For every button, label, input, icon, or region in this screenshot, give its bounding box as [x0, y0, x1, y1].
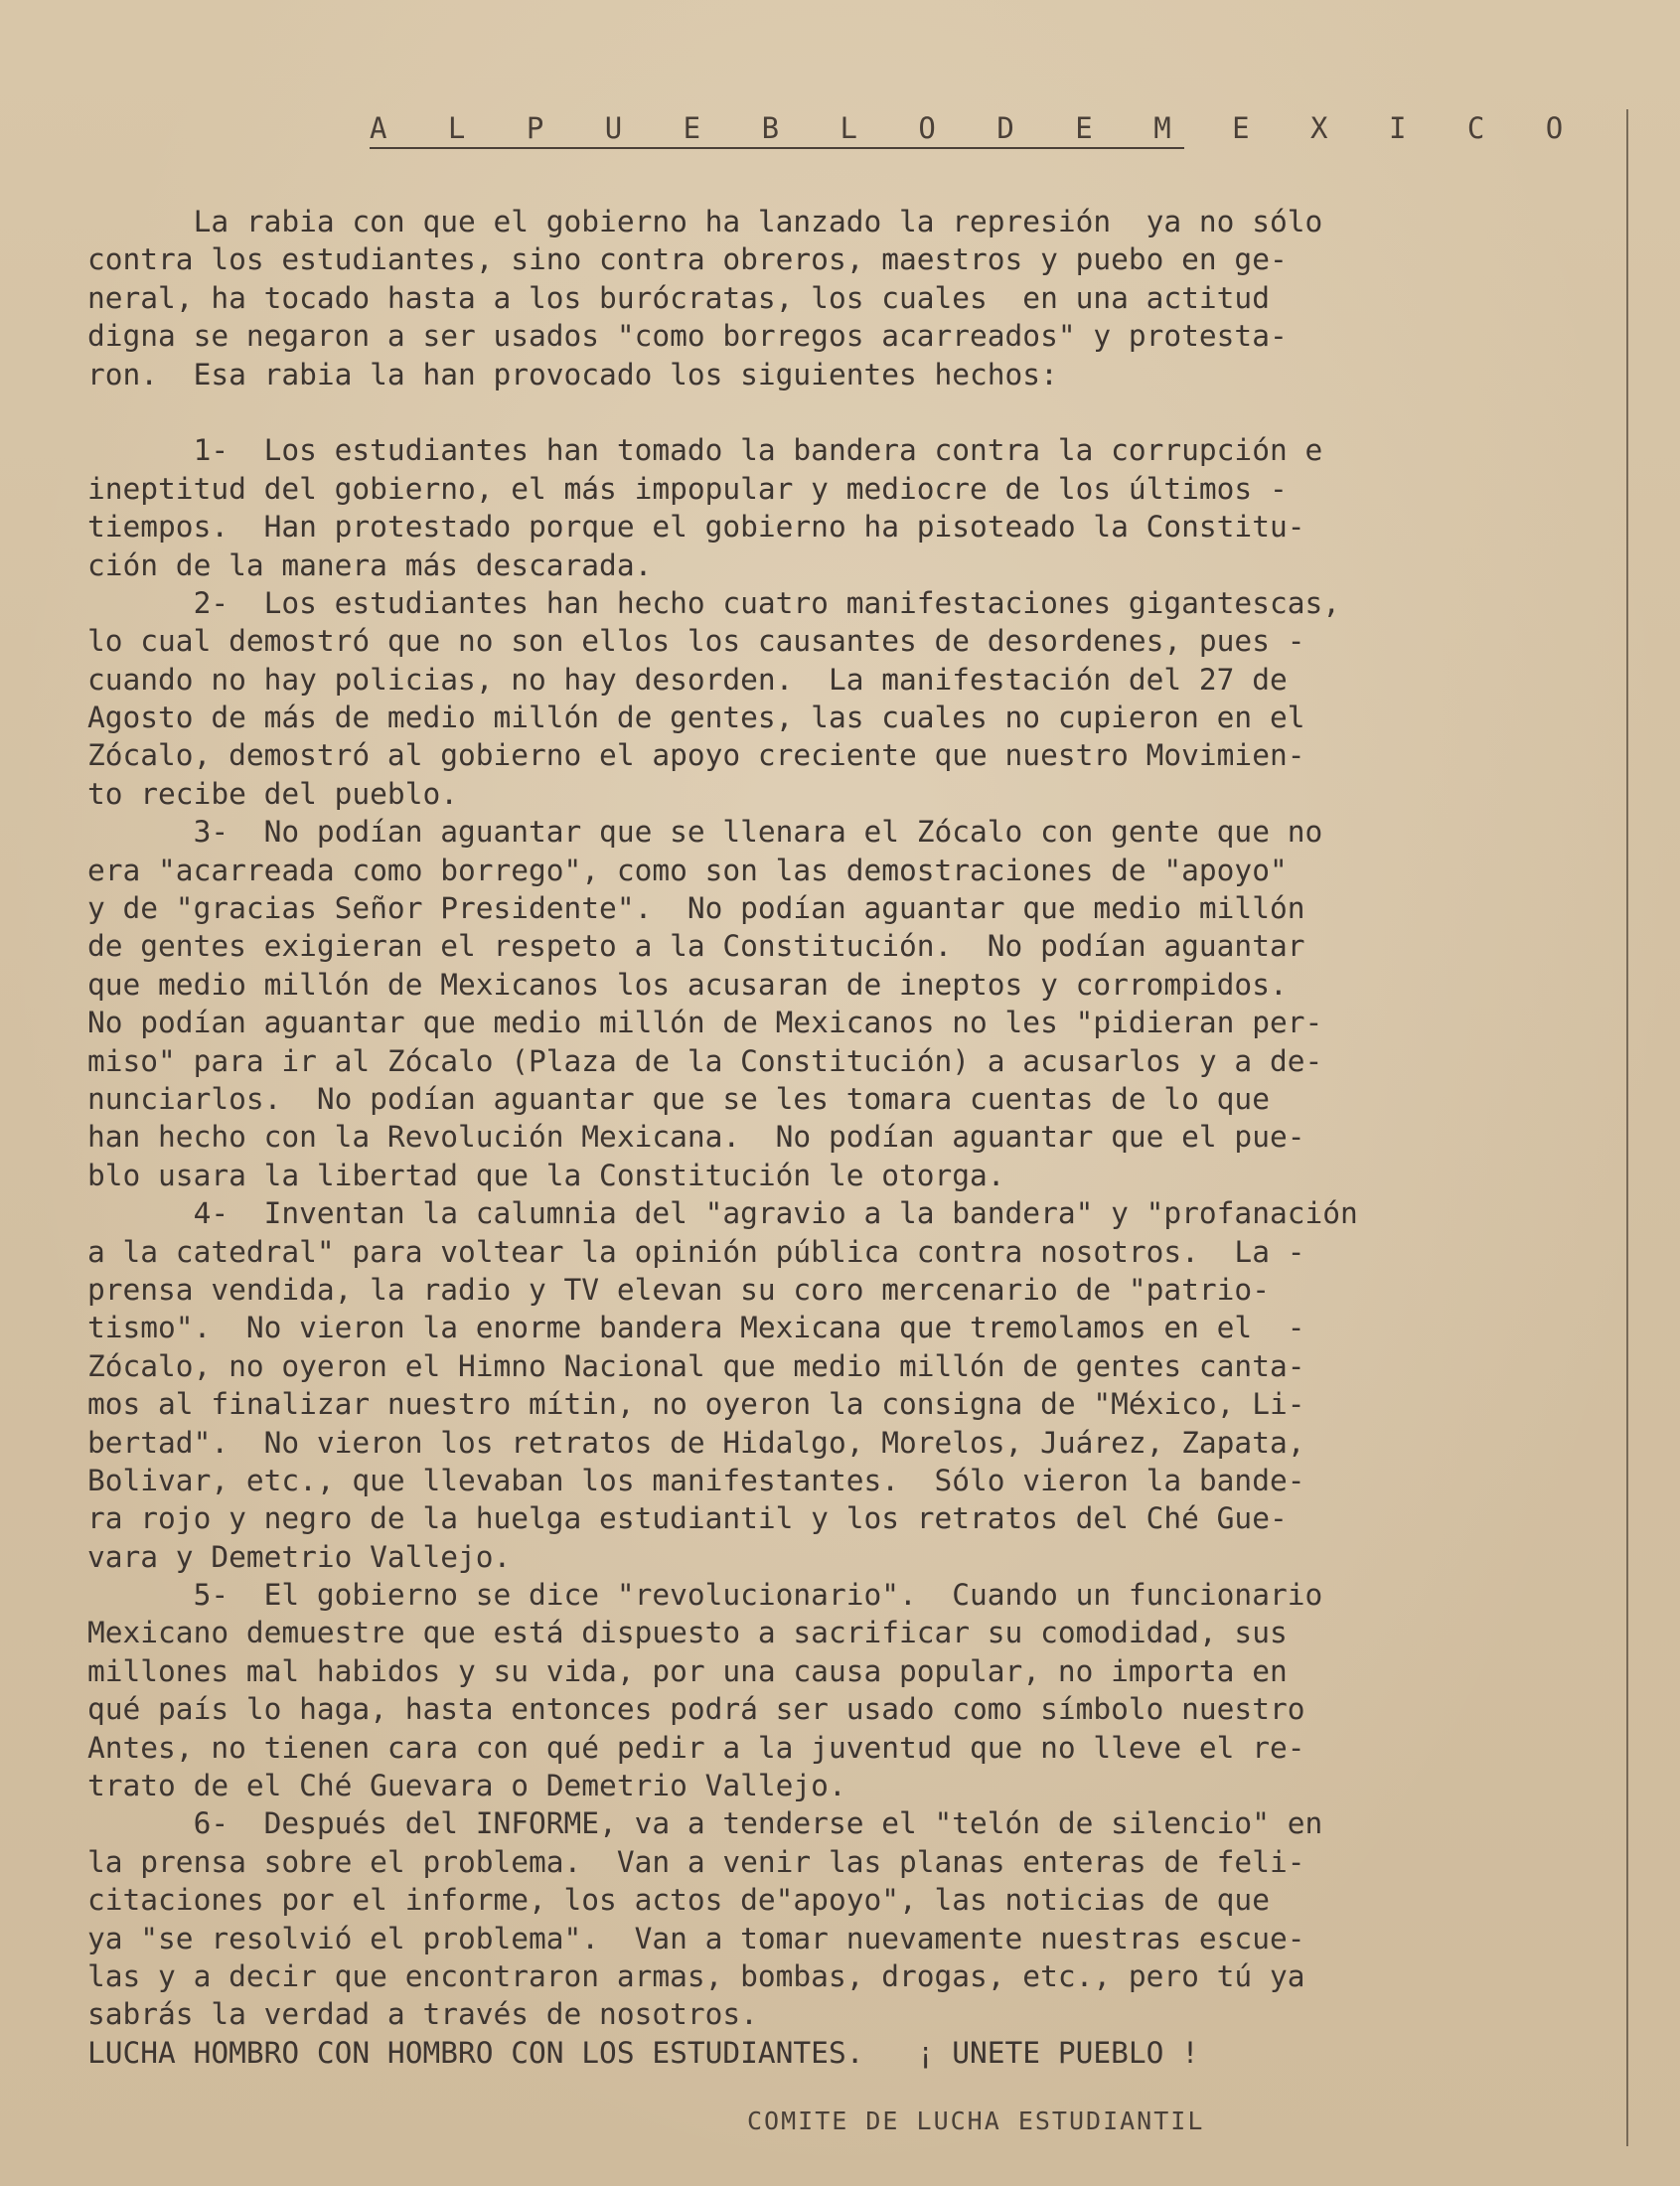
- text-line: Antes, no tienen cara con qué pedir a la juventud que no lleve el re-: [87, 1730, 1305, 1765]
- text-line: prensa vendida, la radio y TV elevan su coro mercenario de "patrio-: [87, 1272, 1270, 1307]
- text-line: 4- Inventan la calumnia del "agravio a la bandera" y "profanación: [87, 1196, 1358, 1231]
- text-line: 1- Los estudiantes han tomado la bandera contra la corrupción e: [87, 433, 1323, 468]
- text-line: lo cual demostró que no son ellos los causantes de desordenes, pues -: [87, 624, 1305, 659]
- text-line: 2- Los estudiantes han hecho cuatro manifestaciones gigantescas,: [87, 585, 1340, 620]
- text-line: Mexicano demuestre que está dispuesto a sacrificar su comodidad, sus: [87, 1616, 1288, 1650]
- text-line: tiempos. Han protestado porque el gobierno ha pisoteado la Constitu-: [87, 510, 1305, 545]
- text-line: No podían aguantar que medio millón de Mexicanos no les "pidieran per-: [87, 1006, 1323, 1040]
- text-line: ron. Esa rabia la han provocado los siguientes hechos:: [87, 357, 1058, 391]
- text-line: ción de la manera más descarada.: [87, 547, 653, 582]
- text-line: de gentes exigieran el respeto a la Constitución. No podían aguantar: [87, 929, 1305, 964]
- text-line: to recibe del pueblo.: [87, 776, 458, 811]
- text-line: vara y Demetrio Vallejo.: [87, 1539, 512, 1574]
- text-line: 5- El gobierno se dice "revolucionario". Cuando un funcionario: [87, 1578, 1323, 1613]
- text-line: 3- No podían aguantar que se llenara el Zócalo con gente que no: [87, 815, 1323, 850]
- text-line: La rabia con que el gobierno ha lanzado la represión ya no sólo: [87, 205, 1323, 238]
- text-line: Zócalo, no oyeron el Himno Nacional que medio millón de gentes canta-: [87, 1348, 1305, 1383]
- text-line: cuando no hay policias, no hay desorden. La manifestación del 27 de: [87, 662, 1288, 697]
- text-line: mos al finalizar nuestro mítin, no oyeron la consigna de "México, Li-: [87, 1387, 1305, 1422]
- text-line: bertad". No vieron los retratos de Hidalgo, Morelos, Juárez, Zapata,: [87, 1425, 1305, 1460]
- text-line: contra los estudiantes, sino contra obreros, maestros y puebo en ge-: [87, 242, 1288, 277]
- text-line: millones mal habidos y su vida, por una causa popular, no importa en: [87, 1653, 1288, 1688]
- text-line: a la catedral" para voltear la opinión pública contra nosotros. La -: [87, 1234, 1305, 1269]
- text-line: las y a decir que encontraron armas, bombas, drogas, etc., pero tú ya: [87, 1958, 1305, 1993]
- text-line: la prensa sobre el problema. Van a venir las planas enteras de feli-: [87, 1844, 1305, 1879]
- text-line: miso" para ir al Zócalo (Plaza de la Constitución) a acusarlos y a de-: [87, 1043, 1323, 1078]
- text-line: Agosto de más de medio millón de gentes, las cuales no cupieron en el: [87, 701, 1305, 735]
- text-line: blo usara la libertad que la Constitución le otorga.: [87, 1158, 1005, 1192]
- text-line: neral, ha tocado hasta a los burócratas, los cuales en una actitud: [87, 280, 1270, 315]
- document-title: A L P U E B L O D E M E X I C O: [370, 111, 1184, 149]
- text-line: han hecho con la Revolución Mexicana. No podían aguantar que el pue-: [87, 1120, 1305, 1155]
- text-line: citaciones por el informe, los actos de"apoyo", las noticias de que: [87, 1883, 1270, 1918]
- text-line: qué país lo haga, hasta entonces podrá ser usado como símbolo nuestro: [87, 1692, 1305, 1727]
- text-line: Zócalo, demostró al gobierno el apoyo creciente que nuestro Movimien-: [87, 738, 1305, 773]
- margin-rule: [1626, 109, 1628, 2146]
- blank-line: [87, 393, 1478, 431]
- text-line: y de "gracias Señor Presidente". No podían aguantar que medio millón: [87, 891, 1305, 926]
- document-body: [87, 203, 1478, 2072]
- signature: COMITE DE LUCHA ESTUDIANTIL: [747, 2107, 1205, 2135]
- text-line: digna se negaron a ser usados "como borregos acarreados" y protesta-: [87, 319, 1288, 354]
- text-line: sabrás la verdad a través de nosotros.: [87, 1997, 758, 2032]
- text-line: que medio millón de Mexicanos los acusaran de ineptos y corrompidos.: [87, 967, 1288, 1002]
- text-line: era "acarreada como borrego", como son las demostraciones de "apoyo": [87, 853, 1288, 887]
- text-line: 6- Después del INFORME, va a tenderse el "telón de silencio" en: [87, 1806, 1323, 1841]
- text-line: ineptitud del gobierno, el más impopular y mediocre de los últimos -: [87, 471, 1288, 506]
- text-line: ra rojo y negro de la huelga estudiantil y los retratos del Ché Gue-: [87, 1501, 1288, 1536]
- text-line: nunciarlos. No podían aguantar que se les tomara cuentas de lo que: [87, 1081, 1270, 1116]
- text-line: Bolivar, etc., que llevaban los manifestantes. Sólo vieron la bande-: [87, 1463, 1305, 1497]
- closing-slogan: LUCHA HOMBRO CON HOMBRO CON LOS ESTUDIANTES. ¡ UNETE PUEBLO !: [87, 2035, 1199, 2070]
- text-line: tismo". No vieron la enorme bandera Mexicana que tremolamos en el -: [87, 1311, 1305, 1345]
- text-line: ya "se resolvió el problema". Van a tomar nuevamente nuestras escue-: [87, 1921, 1305, 1955]
- text-line: trato de el Ché Guevara o Demetrio Vallejo.: [87, 1769, 846, 1803]
